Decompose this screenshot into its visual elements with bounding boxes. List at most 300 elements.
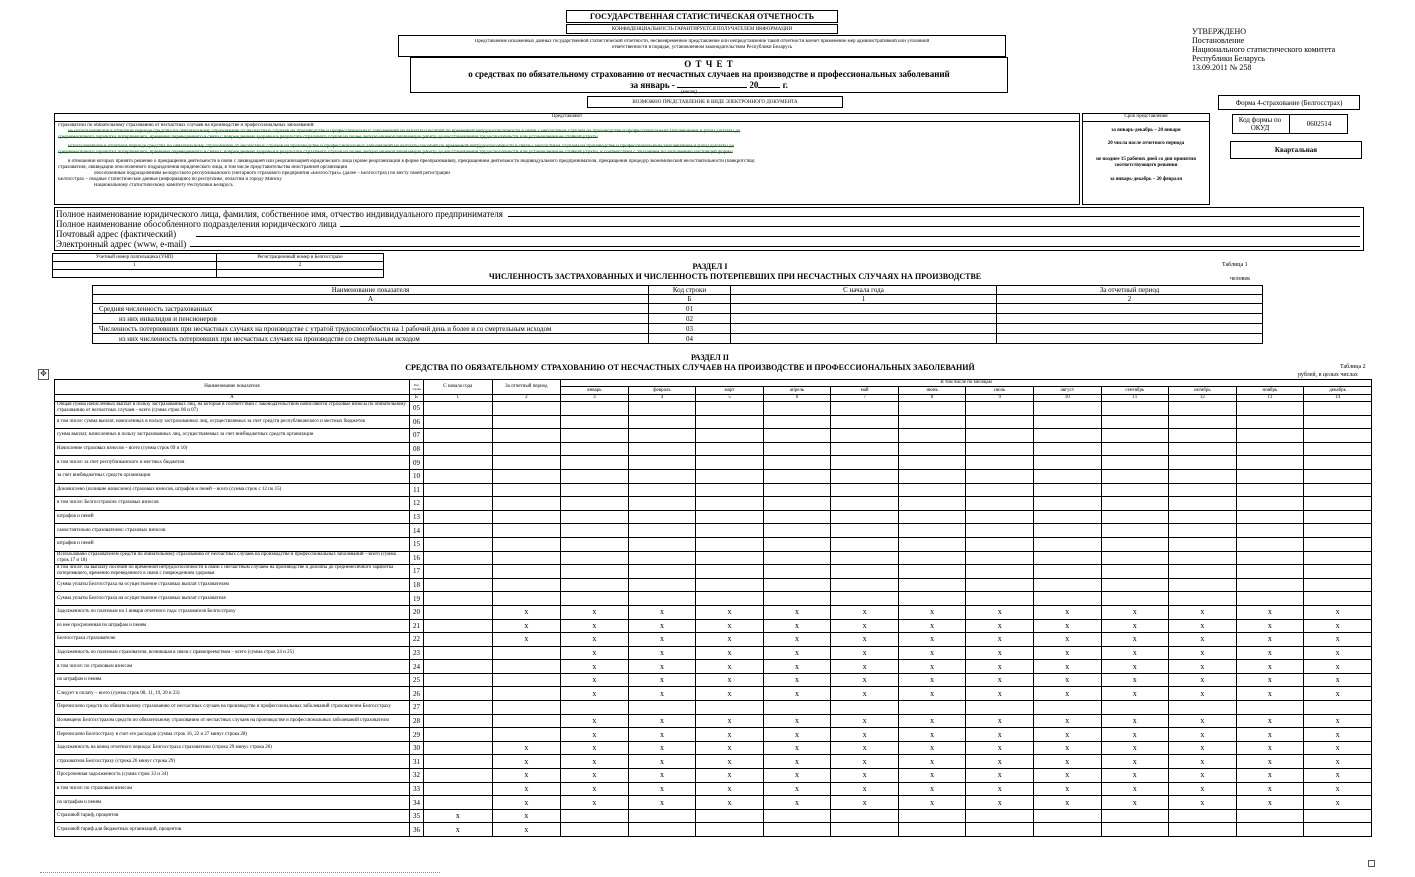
s2-cell-input[interactable] <box>763 483 831 497</box>
s2-cell-input[interactable] <box>696 551 764 565</box>
s2-cell-input[interactable] <box>628 469 696 483</box>
s2-cell-input[interactable] <box>696 809 764 823</box>
s2-cell-input[interactable] <box>424 728 493 742</box>
s2-cell-input[interactable] <box>1236 497 1304 511</box>
s2-cell-input[interactable] <box>1304 524 1372 538</box>
s2-cell-input[interactable] <box>696 510 764 524</box>
s2-cell-input[interactable] <box>628 456 696 470</box>
s2-cell-input[interactable] <box>763 565 831 579</box>
s2-cell-input[interactable] <box>492 537 561 551</box>
s2-cell-input[interactable] <box>492 551 561 565</box>
s2-cell-x: х <box>966 755 1034 769</box>
s2-cell-input[interactable] <box>1304 469 1372 483</box>
s2-cell-input[interactable] <box>1169 442 1237 456</box>
s2-cell-x: х <box>898 769 966 783</box>
s1-cell-input[interactable] <box>731 304 997 314</box>
s2-cell-input[interactable] <box>696 823 764 837</box>
s2-cell-input[interactable] <box>424 769 493 783</box>
s2-cell-input[interactable] <box>1304 510 1372 524</box>
s2-cell-input[interactable] <box>898 537 966 551</box>
s2-cell-input[interactable] <box>898 823 966 837</box>
table-row <box>55 701 1372 715</box>
s2-cell-input[interactable] <box>424 796 493 810</box>
s2-cell-input[interactable] <box>1304 415 1372 429</box>
s2-cell-input[interactable] <box>1169 809 1237 823</box>
s2-cell-input[interactable] <box>898 510 966 524</box>
s2-cell-input[interactable] <box>763 442 831 456</box>
reg-number-input[interactable] <box>217 270 384 278</box>
s2-cell-input[interactable] <box>763 592 831 606</box>
period-year-field[interactable] <box>758 79 780 88</box>
s2-cell-input[interactable] <box>696 578 764 592</box>
s2-cell-input[interactable] <box>492 456 561 470</box>
s2-cell-input[interactable] <box>1304 578 1372 592</box>
s2-cell-input[interactable] <box>492 728 561 742</box>
s2-cell-input[interactable] <box>1033 565 1101 579</box>
s2-cell-input[interactable] <box>424 578 493 592</box>
s1-cell-input[interactable] <box>731 314 997 324</box>
s2-cell-input[interactable] <box>492 701 561 715</box>
s2-cell-input[interactable] <box>696 456 764 470</box>
s2-cell-input[interactable] <box>898 592 966 606</box>
s2-cell-input[interactable] <box>898 456 966 470</box>
s2-cell-input[interactable] <box>492 714 561 728</box>
s2-cell-input[interactable] <box>831 510 899 524</box>
s2-cell-input[interactable] <box>1236 551 1304 565</box>
s2-cell-input[interactable] <box>628 701 696 715</box>
table-row <box>55 537 1372 551</box>
field-branch-name-input[interactable] <box>340 226 1360 227</box>
s2-cell-input[interactable] <box>966 497 1034 511</box>
s2-cell-input[interactable] <box>424 605 493 619</box>
s2-cell-input[interactable] <box>831 469 899 483</box>
s2-cell-input[interactable] <box>1236 483 1304 497</box>
s2-cell-input[interactable] <box>492 429 561 443</box>
table-row <box>55 673 1372 687</box>
s2-cell-input[interactable] <box>831 402 899 416</box>
s2-cell-input[interactable] <box>561 402 629 416</box>
s2-cell-input[interactable] <box>696 537 764 551</box>
s2-cell-input[interactable] <box>1169 497 1237 511</box>
s2-cell-input[interactable] <box>831 565 899 579</box>
field-postal-address-input[interactable] <box>196 236 1360 237</box>
s2-cell-input[interactable] <box>1304 442 1372 456</box>
s2-cell-input[interactable] <box>1236 809 1304 823</box>
s2-cell-input[interactable] <box>898 497 966 511</box>
s2-cell-input[interactable] <box>1169 701 1237 715</box>
s2-cell-input[interactable] <box>561 456 629 470</box>
s2-cell-input[interactable] <box>628 537 696 551</box>
s2-cell-input[interactable] <box>424 497 493 511</box>
s2-cell-input[interactable] <box>1169 578 1237 592</box>
s2-cell-input[interactable] <box>424 565 493 579</box>
s2-cell-input[interactable] <box>1169 524 1237 538</box>
s2-cell-input[interactable] <box>966 402 1034 416</box>
s2-cell-input[interactable] <box>696 442 764 456</box>
s2-cell-input[interactable] <box>424 524 493 538</box>
s2-cell-input[interactable] <box>898 551 966 565</box>
s2-cell-input[interactable] <box>1101 442 1169 456</box>
s2-cell-input[interactable] <box>1304 483 1372 497</box>
s2-cell-input[interactable] <box>1304 809 1372 823</box>
s2-cell-input[interactable] <box>1033 469 1101 483</box>
s2-cell-input[interactable] <box>1304 537 1372 551</box>
s2-cell-input[interactable] <box>1101 510 1169 524</box>
s2-cell-input[interactable] <box>1236 429 1304 443</box>
s2-cell-input[interactable] <box>424 673 493 687</box>
s2-cell-input[interactable] <box>966 537 1034 551</box>
s2-cell-input[interactable] <box>1236 578 1304 592</box>
period-month-field[interactable] <box>677 79 747 88</box>
s2-cell-input[interactable] <box>492 646 561 660</box>
s2-cell-input[interactable] <box>1304 456 1372 470</box>
s2-cell-input[interactable] <box>1033 429 1101 443</box>
s2-cell-input[interactable] <box>696 565 764 579</box>
s2-cell-input[interactable] <box>898 578 966 592</box>
s2-cell-input[interactable] <box>831 442 899 456</box>
s2-cell-input[interactable] <box>898 483 966 497</box>
s2-cell-input[interactable] <box>492 592 561 606</box>
s2-cell-input[interactable] <box>1169 592 1237 606</box>
s2-cell-input[interactable] <box>424 415 493 429</box>
s2-cell-input[interactable] <box>898 701 966 715</box>
s2-cell-input[interactable] <box>561 483 629 497</box>
s2-cell-input[interactable] <box>763 701 831 715</box>
s2-cell-input[interactable] <box>898 565 966 579</box>
s2-cell-input[interactable] <box>696 524 764 538</box>
s2-cell-input[interactable] <box>763 429 831 443</box>
s2-cell-input[interactable] <box>1236 565 1304 579</box>
s2-cell-input[interactable] <box>831 429 899 443</box>
s2-cell-input[interactable] <box>1101 537 1169 551</box>
s2-cell-input[interactable] <box>628 510 696 524</box>
s2-cell-input[interactable] <box>966 578 1034 592</box>
s2-cell-input[interactable] <box>966 510 1034 524</box>
s2-cell-input[interactable] <box>763 497 831 511</box>
s2-cell-input[interactable] <box>492 524 561 538</box>
s2-cell-input[interactable] <box>966 565 1034 579</box>
s2-cell-input[interactable] <box>1101 429 1169 443</box>
s2-cell-input[interactable] <box>1236 456 1304 470</box>
s2-cell-input[interactable] <box>424 442 493 456</box>
s2-cell-input[interactable] <box>424 483 493 497</box>
s2-cell-input[interactable] <box>898 429 966 443</box>
s2-cell-input[interactable] <box>696 469 764 483</box>
s2-cell-input[interactable] <box>424 510 493 524</box>
s2-cell-input[interactable] <box>831 537 899 551</box>
s2-cell-input[interactable] <box>763 578 831 592</box>
s2-cell-input[interactable] <box>696 415 764 429</box>
s1-cell-input[interactable] <box>997 324 1263 334</box>
s2-cell-input[interactable] <box>424 537 493 551</box>
s2-cell-input[interactable] <box>898 809 966 823</box>
s2-cell-input[interactable] <box>424 592 493 606</box>
s2-cell-input[interactable] <box>492 469 561 483</box>
s2-cell-x: х <box>966 769 1034 783</box>
s2-cell-input[interactable] <box>763 524 831 538</box>
s2-cell-input[interactable] <box>831 415 899 429</box>
s2-cell-input[interactable] <box>492 578 561 592</box>
s2-cell-input[interactable] <box>898 442 966 456</box>
s2-cell-input[interactable] <box>424 687 493 701</box>
s2-cell-input[interactable] <box>1101 402 1169 416</box>
s2-cell-input[interactable] <box>831 578 899 592</box>
s2-cell-input[interactable] <box>561 497 629 511</box>
s2-cell-input[interactable] <box>1033 551 1101 565</box>
s2-cell-input[interactable] <box>763 537 831 551</box>
s2-cell-input[interactable] <box>1304 592 1372 606</box>
s2-cell-input[interactable] <box>831 592 899 606</box>
s2-cell-input[interactable] <box>831 483 899 497</box>
s2-cell-input[interactable] <box>561 469 629 483</box>
s2-cell-input[interactable] <box>1101 823 1169 837</box>
s2-cell-input[interactable] <box>628 823 696 837</box>
s2-cell-input[interactable] <box>1236 510 1304 524</box>
s2-cell-input[interactable] <box>1101 524 1169 538</box>
s2-cell-input[interactable] <box>424 755 493 769</box>
s2-cell-input[interactable] <box>1101 565 1169 579</box>
s2-cell-input[interactable] <box>1169 456 1237 470</box>
table-move-handle-icon[interactable]: ✥ <box>38 369 49 380</box>
table-resize-handle-icon[interactable] <box>1368 860 1375 867</box>
s2-cell-input[interactable] <box>966 524 1034 538</box>
s2-cell-input[interactable] <box>966 551 1034 565</box>
s2-cell-input[interactable] <box>628 592 696 606</box>
s2-cell-input[interactable] <box>628 415 696 429</box>
unp-label: Учетный номер плательщика (УНП) <box>53 254 217 262</box>
s2-cell-input[interactable] <box>763 415 831 429</box>
s2-cell-input[interactable] <box>561 510 629 524</box>
s2-cell-input[interactable] <box>831 497 899 511</box>
s2-cell-input[interactable] <box>424 402 493 416</box>
s2-cell-input[interactable] <box>763 456 831 470</box>
s2-cell-input[interactable] <box>628 565 696 579</box>
s2-cell-input[interactable] <box>1169 469 1237 483</box>
s2-cell-input[interactable] <box>424 701 493 715</box>
s2-cell-input[interactable] <box>763 551 831 565</box>
field-org-name-input[interactable] <box>508 216 1360 217</box>
s2-cell-input[interactable] <box>831 701 899 715</box>
s2-cell-input[interactable] <box>1101 497 1169 511</box>
s2-cell-input[interactable] <box>1101 415 1169 429</box>
s2-cell-input[interactable] <box>1236 415 1304 429</box>
s2-cell-input[interactable] <box>561 592 629 606</box>
s2-cell-input[interactable] <box>1236 701 1304 715</box>
s2-cell-input[interactable] <box>1304 497 1372 511</box>
s2-cell-input[interactable] <box>1304 565 1372 579</box>
s2-cell-input[interactable] <box>492 673 561 687</box>
s2-cell-input[interactable] <box>1236 537 1304 551</box>
s2-cell-input[interactable] <box>966 415 1034 429</box>
s2-cell-input[interactable] <box>1033 809 1101 823</box>
s2-cell-input[interactable] <box>763 402 831 416</box>
s2-cell-input[interactable] <box>1101 469 1169 483</box>
s2-cell-input[interactable] <box>492 565 561 579</box>
s2-cell-input[interactable] <box>898 402 966 416</box>
s2-cell-input[interactable] <box>1236 592 1304 606</box>
s2-cell-input[interactable] <box>1236 469 1304 483</box>
s2-cell-input[interactable] <box>831 524 899 538</box>
s2-cell-input[interactable] <box>966 701 1034 715</box>
s2-cell-input[interactable] <box>492 687 561 701</box>
s2-cell-input[interactable] <box>492 442 561 456</box>
s2-cell-input[interactable] <box>424 469 493 483</box>
s2-cell-input[interactable] <box>1033 442 1101 456</box>
s2-cell-input[interactable] <box>424 646 493 660</box>
s2-cell-input[interactable] <box>628 524 696 538</box>
s2-cell-input[interactable] <box>831 456 899 470</box>
s2-cell-input[interactable] <box>966 823 1034 837</box>
s2-cell-input[interactable] <box>966 456 1034 470</box>
s2-cell-input[interactable] <box>966 483 1034 497</box>
s2-cell-input[interactable] <box>1101 592 1169 606</box>
s2-cell-input[interactable] <box>831 823 899 837</box>
s2-cell-input[interactable] <box>424 633 493 647</box>
s2-cell-input[interactable] <box>966 809 1034 823</box>
s2-cell-input[interactable] <box>696 701 764 715</box>
s2-cell-input[interactable] <box>1033 402 1101 416</box>
s2-cell-x: х <box>966 605 1034 619</box>
s2-cell-input[interactable] <box>424 551 493 565</box>
s2-cell-input[interactable] <box>1101 701 1169 715</box>
s2-cell-input[interactable] <box>763 469 831 483</box>
s2-cell-input[interactable] <box>628 497 696 511</box>
s2-cell-input[interactable] <box>492 402 561 416</box>
s2-cell-input[interactable] <box>1304 402 1372 416</box>
s2-cell-input[interactable] <box>628 483 696 497</box>
s2-cell-input[interactable] <box>424 456 493 470</box>
s2-cell-input[interactable] <box>1304 551 1372 565</box>
s2-cell-input[interactable] <box>898 469 966 483</box>
unp-input[interactable] <box>53 270 217 278</box>
s2-cell-input[interactable] <box>628 809 696 823</box>
s2-cell-x: х <box>763 769 831 783</box>
s2-cell-input[interactable] <box>561 524 629 538</box>
s2-cell-input[interactable] <box>1304 701 1372 715</box>
s2-cell-input[interactable] <box>561 565 629 579</box>
s2-cell-input[interactable] <box>1033 592 1101 606</box>
s2-cell-input[interactable] <box>424 619 493 633</box>
s2-cell-input[interactable] <box>561 537 629 551</box>
s2-cell-input[interactable] <box>696 592 764 606</box>
s2-header-month: апрель <box>763 387 831 395</box>
table-row <box>55 578 1372 592</box>
s2-cell-input[interactable] <box>561 415 629 429</box>
s2-cell-input[interactable] <box>424 782 493 796</box>
s2-cell-input[interactable] <box>898 524 966 538</box>
s2-cell-input[interactable] <box>1304 823 1372 837</box>
s2-cell-input[interactable] <box>561 701 629 715</box>
s2-cell-input[interactable] <box>1169 565 1237 579</box>
field-email-input[interactable] <box>190 246 1360 247</box>
s2-cell-input[interactable] <box>628 402 696 416</box>
s2-cell-input[interactable] <box>561 442 629 456</box>
s2-cell-input[interactable] <box>561 809 629 823</box>
s2-cell-x: х <box>1101 728 1169 742</box>
s2-cell-input[interactable] <box>1101 456 1169 470</box>
s2-cell-input[interactable] <box>696 429 764 443</box>
s2-cell-x: х <box>763 673 831 687</box>
s2-cell-input[interactable] <box>966 592 1034 606</box>
s2-cell-input[interactable] <box>1169 415 1237 429</box>
s2-cell-input[interactable] <box>1033 415 1101 429</box>
s2-cell-input[interactable] <box>628 578 696 592</box>
s2-cell-input[interactable] <box>1169 402 1237 416</box>
s2-cell-input[interactable] <box>966 469 1034 483</box>
s2-cell-input[interactable] <box>424 660 493 674</box>
s2-cell-input[interactable] <box>831 809 899 823</box>
s2-cell-input[interactable] <box>492 497 561 511</box>
s2-cell-input[interactable] <box>492 483 561 497</box>
s2-cell-input[interactable] <box>492 510 561 524</box>
s2-cell-input[interactable] <box>561 429 629 443</box>
s2-cell-input[interactable] <box>492 660 561 674</box>
s2-cell-input[interactable] <box>1033 537 1101 551</box>
s2-cell-input[interactable] <box>1304 429 1372 443</box>
s2-cell-input[interactable] <box>763 823 831 837</box>
s2-cell-input[interactable] <box>424 429 493 443</box>
s2-cell-input[interactable] <box>1033 701 1101 715</box>
s2-cell-input[interactable] <box>561 578 629 592</box>
s1-cell-input[interactable] <box>997 334 1263 344</box>
s2-cell-input[interactable] <box>1033 456 1101 470</box>
s2-cell-input[interactable] <box>1101 483 1169 497</box>
s2-cell-input[interactable] <box>1169 483 1237 497</box>
s2-cell-input[interactable] <box>1236 524 1304 538</box>
s2-cell-input[interactable] <box>1101 578 1169 592</box>
s2-row-code: 28 <box>409 714 423 728</box>
s2-cell-input[interactable] <box>1169 537 1237 551</box>
s2-cell-input[interactable] <box>966 429 1034 443</box>
s2-cell-input[interactable] <box>1169 823 1237 837</box>
s2-cell-input[interactable] <box>696 497 764 511</box>
s1-cell-input[interactable] <box>997 304 1263 314</box>
s2-cell-input[interactable] <box>1033 823 1101 837</box>
s2-cell-input[interactable] <box>561 823 629 837</box>
s2-cell-input[interactable] <box>1169 429 1237 443</box>
s2-cell-input[interactable] <box>763 510 831 524</box>
s1-cell-input[interactable] <box>997 314 1263 324</box>
s2-cell-input[interactable] <box>696 402 764 416</box>
s2-cell-input[interactable] <box>424 741 493 755</box>
s2-cell-input[interactable] <box>1033 524 1101 538</box>
s2-cell-input[interactable] <box>424 714 493 728</box>
s2-cell-input[interactable] <box>696 483 764 497</box>
s2-cell-input[interactable] <box>1033 510 1101 524</box>
s2-cell-input[interactable] <box>1033 497 1101 511</box>
s2-cell-input[interactable] <box>1236 442 1304 456</box>
s2-cell-input[interactable] <box>1033 578 1101 592</box>
s2-cell-input[interactable] <box>628 551 696 565</box>
s2-cell-input[interactable] <box>1033 483 1101 497</box>
s2-cell-input[interactable] <box>1236 823 1304 837</box>
s2-cell-input[interactable] <box>628 429 696 443</box>
s2-cell-input[interactable] <box>561 551 629 565</box>
s2-cell-input[interactable] <box>1169 510 1237 524</box>
s2-cell-input[interactable] <box>1101 551 1169 565</box>
s2-cell-input[interactable] <box>628 442 696 456</box>
s2-cell-input[interactable] <box>1169 551 1237 565</box>
s2-cell-input[interactable] <box>1236 402 1304 416</box>
s2-cell-input[interactable] <box>898 415 966 429</box>
s1-cell-input[interactable] <box>731 324 997 334</box>
s2-cell-input[interactable] <box>966 442 1034 456</box>
s2-cell-input[interactable] <box>831 551 899 565</box>
s2-cell-input[interactable] <box>492 415 561 429</box>
s1-cell-input[interactable] <box>731 334 997 344</box>
s2-cell-input[interactable] <box>1101 809 1169 823</box>
s2-cell-input[interactable] <box>763 809 831 823</box>
